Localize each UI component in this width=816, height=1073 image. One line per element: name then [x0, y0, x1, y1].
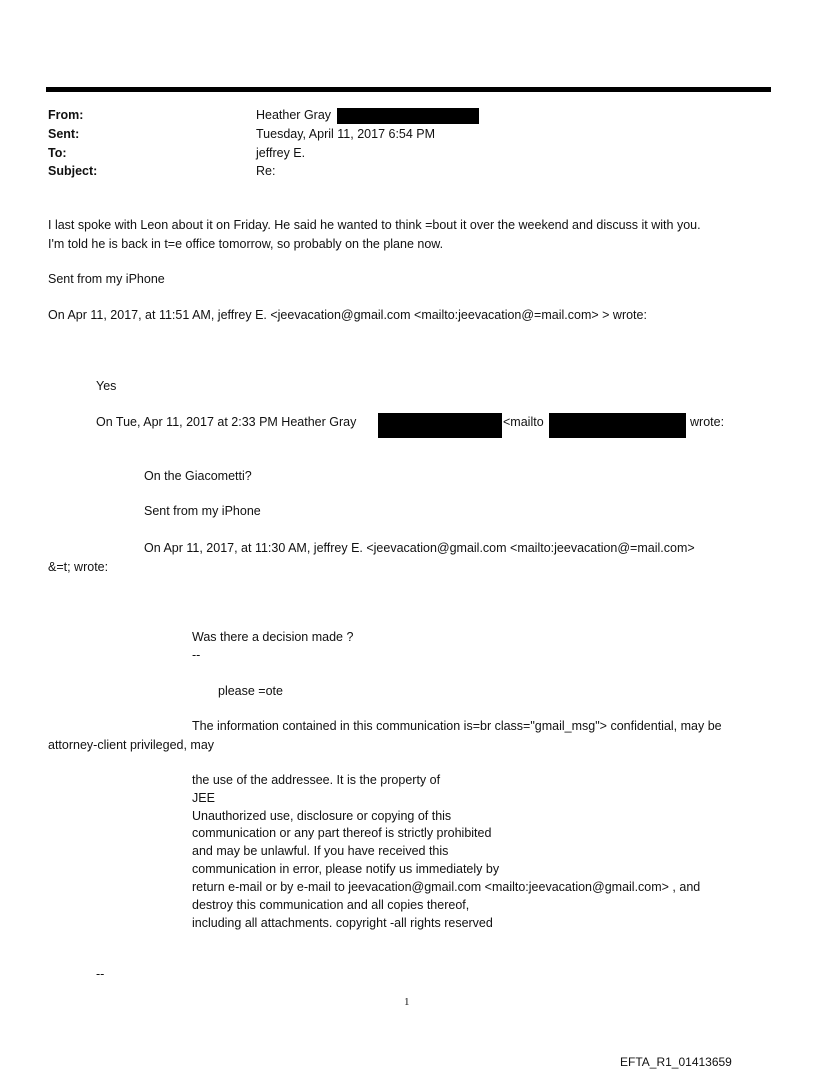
quote-3-intro-line-2: &=t; wrote:: [48, 560, 109, 574]
disclaimer-line: the use of the addressee. It is the property of: [192, 773, 441, 787]
disclaimer-line: JEE: [192, 791, 215, 805]
please-note: please =ote: [218, 684, 283, 698]
from-value: Heather Gray: [256, 108, 332, 122]
to-label: To:: [48, 146, 67, 160]
signature-2: Sent from my iPhone: [144, 504, 261, 518]
from-label: From:: [48, 108, 84, 122]
body-paragraph-line-1: I last spoke with Leon about it on Friday. He said he wanted to think =bout it over the weekend and discuss it with you.: [48, 218, 701, 232]
disclaimer-line: and may be unlawful. If you have received this: [192, 844, 449, 858]
sent-label: Sent:: [48, 127, 80, 141]
disclaimer-line: including all attachments. copyright -all rights reserved: [192, 916, 493, 930]
bates-number: EFTA_R1_01413659: [620, 1055, 732, 1069]
to-value: jeffrey E.: [256, 146, 306, 160]
subject-value: Re:: [256, 164, 276, 178]
quote-2-intro-part-c: wrote:: [690, 415, 725, 429]
header-rule: [46, 87, 771, 92]
redaction-from-email: [337, 108, 479, 124]
disclaimer-line: destroy this communication and all copies thereof,: [192, 898, 470, 912]
page-number: 1: [404, 996, 410, 1008]
disclaimer-line: return e-mail or by e-mail to jeevacation@gmail.com <mailto:jeevacation@gmail.com> , and: [192, 880, 701, 894]
quote-2-intro-part-b: <mailto: [503, 415, 544, 429]
disclaimer-line: communication in error, please notify us immediately by: [192, 862, 500, 876]
disclaimer-line: communication or any part thereof is strictly prohibited: [192, 826, 492, 840]
info-line-1: The information contained in this communication is=br class="gmail_msg"> confidential, may be: [192, 719, 722, 733]
quote-2-intro-part-a: On Tue, Apr 11, 2017 at 2:33 PM Heather Gray: [96, 415, 357, 429]
redaction-quote-2-mailto: [549, 413, 686, 438]
quote-1-intro: On Apr 11, 2017, at 11:51 AM, jeffrey E. <jeevacation@gmail.com <mailto:jeevacation@=mail.com> > wrote:: [48, 308, 647, 322]
decision-question: Was there a decision made ?: [192, 630, 354, 644]
reply-yes: Yes: [96, 379, 117, 393]
separator-dashes-2: --: [96, 967, 105, 981]
subject-label: Subject:: [48, 164, 98, 178]
separator-dashes-1: --: [192, 648, 201, 662]
signature-1: Sent from my iPhone: [48, 272, 165, 286]
sent-value: Tuesday, April 11, 2017 6:54 PM: [256, 127, 436, 141]
body-paragraph-line-2: I'm told he is back in t=e office tomorrow, so probably on the plane now.: [48, 237, 444, 251]
info-line-2: attorney-client privileged, may: [48, 738, 215, 752]
giacometti-question: On the Giacometti?: [144, 469, 252, 483]
redaction-quote-2-email: [378, 413, 502, 438]
quote-3-intro-line-1: On Apr 11, 2017, at 11:30 AM, jeffrey E. <jeevacation@gmail.com <mailto:jeevacation@=mail.com>: [144, 541, 695, 555]
disclaimer-line: Unauthorized use, disclosure or copying of this: [192, 809, 452, 823]
